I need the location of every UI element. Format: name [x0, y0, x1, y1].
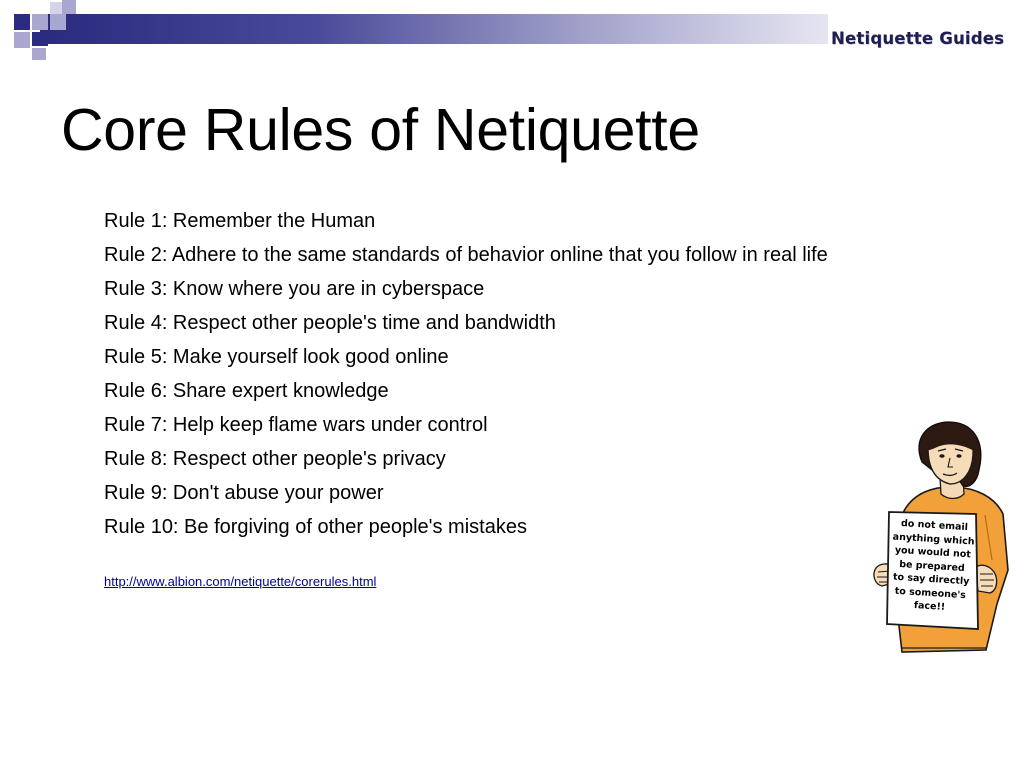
- sign-line: to say directly: [892, 571, 970, 588]
- brand-logo-text: Netiquette Guides: [831, 29, 1005, 48]
- list-item: Rule 8: Respect other people's privacy: [104, 448, 446, 470]
- sign-line: to someone's: [894, 585, 967, 601]
- header-gradient-bar: [40, 14, 830, 44]
- list-item: Rule 7: Help keep flame wars under control: [104, 414, 488, 436]
- list-item: Rule 5: Make yourself look good online: [104, 346, 449, 368]
- sign-line: be prepared: [898, 558, 966, 574]
- rules-list: [104, 204, 828, 544]
- sign-line: do not email: [900, 518, 969, 534]
- list-item: Rule 9: Don't abuse your power: [104, 482, 384, 504]
- sign-line: you would not: [894, 544, 972, 561]
- sign-line: face!!: [913, 599, 946, 613]
- source-link[interactable]: http://www.albion.com/netiquette/corerules.html: [104, 574, 377, 589]
- list-item: Rule 2: Adhere to the same standards of behavior online that you follow in real life: [104, 244, 828, 266]
- list-item: Rule 1: Remember the Human: [104, 210, 376, 232]
- list-item: Rule 6: Share expert knowledge: [104, 380, 389, 402]
- sign-text: [886, 516, 978, 616]
- sign-line: anything which: [892, 531, 975, 548]
- list-item: Rule 10: Be forgiving of other people's mistakes: [104, 516, 527, 538]
- list-item: Rule 4: Respect other people's time and bandwidth: [104, 312, 556, 334]
- list-item: Rule 3: Know where you are in cyberspace: [104, 278, 485, 300]
- slide-title: Core Rules of Netiquette: [61, 97, 700, 163]
